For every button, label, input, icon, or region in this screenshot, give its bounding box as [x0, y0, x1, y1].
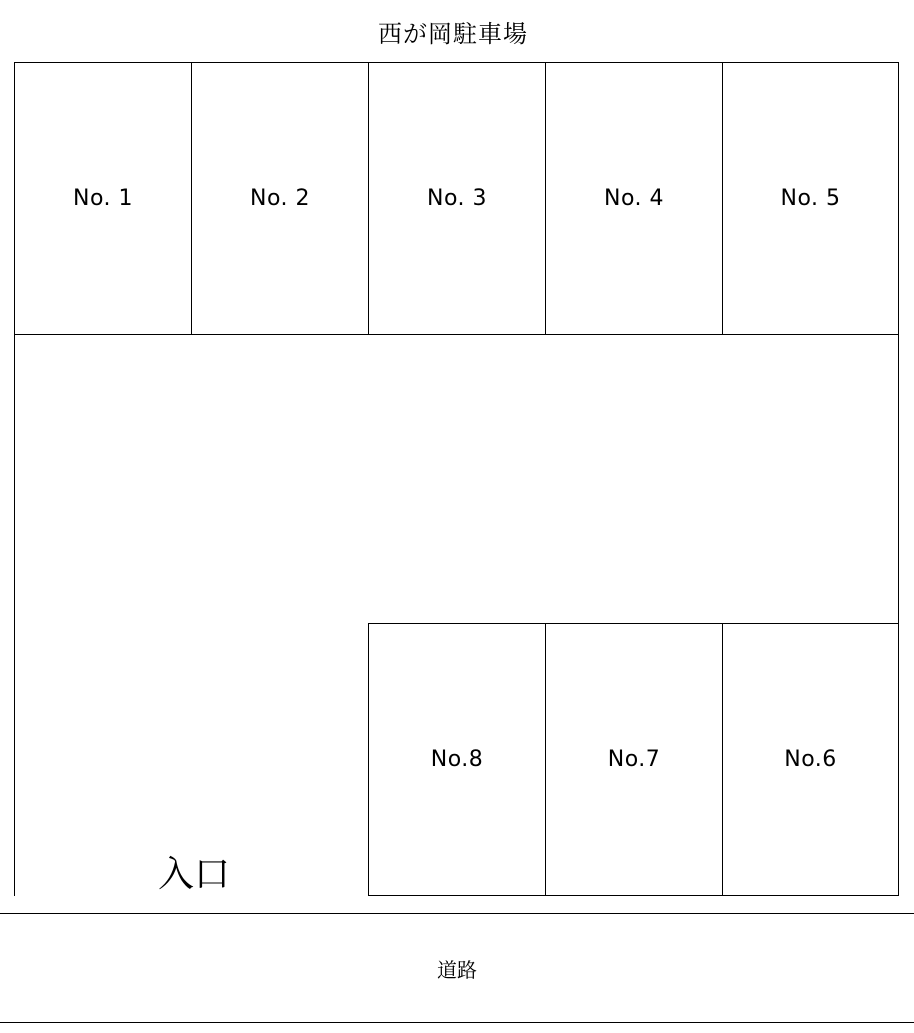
- space-label: No. 5: [780, 186, 841, 211]
- entrance-label: 入口: [158, 854, 231, 895]
- parking-space-5: [722, 62, 899, 335]
- parking-space-2: [191, 62, 369, 335]
- parking-lot-title: 西が岡駐車場: [378, 20, 528, 48]
- space-label: No. 2: [249, 186, 310, 211]
- space-label: No. 1: [72, 186, 133, 211]
- road-label: 道路: [437, 958, 477, 982]
- space-label: No. 4: [603, 186, 664, 211]
- road-bottom-edge: [0, 1022, 914, 1023]
- parking-space-7: [545, 623, 723, 896]
- parking-space-6: [722, 623, 899, 896]
- parking-space-8: [368, 623, 546, 896]
- space-label: No.8: [430, 747, 484, 772]
- road-top-edge: [0, 913, 914, 914]
- space-label: No.7: [607, 747, 661, 772]
- parking-space-4: [545, 62, 723, 335]
- space-label: No. 3: [426, 186, 487, 211]
- parking-space-3: [368, 62, 546, 335]
- space-label: No.6: [784, 747, 837, 772]
- parking-space-1: [14, 62, 192, 335]
